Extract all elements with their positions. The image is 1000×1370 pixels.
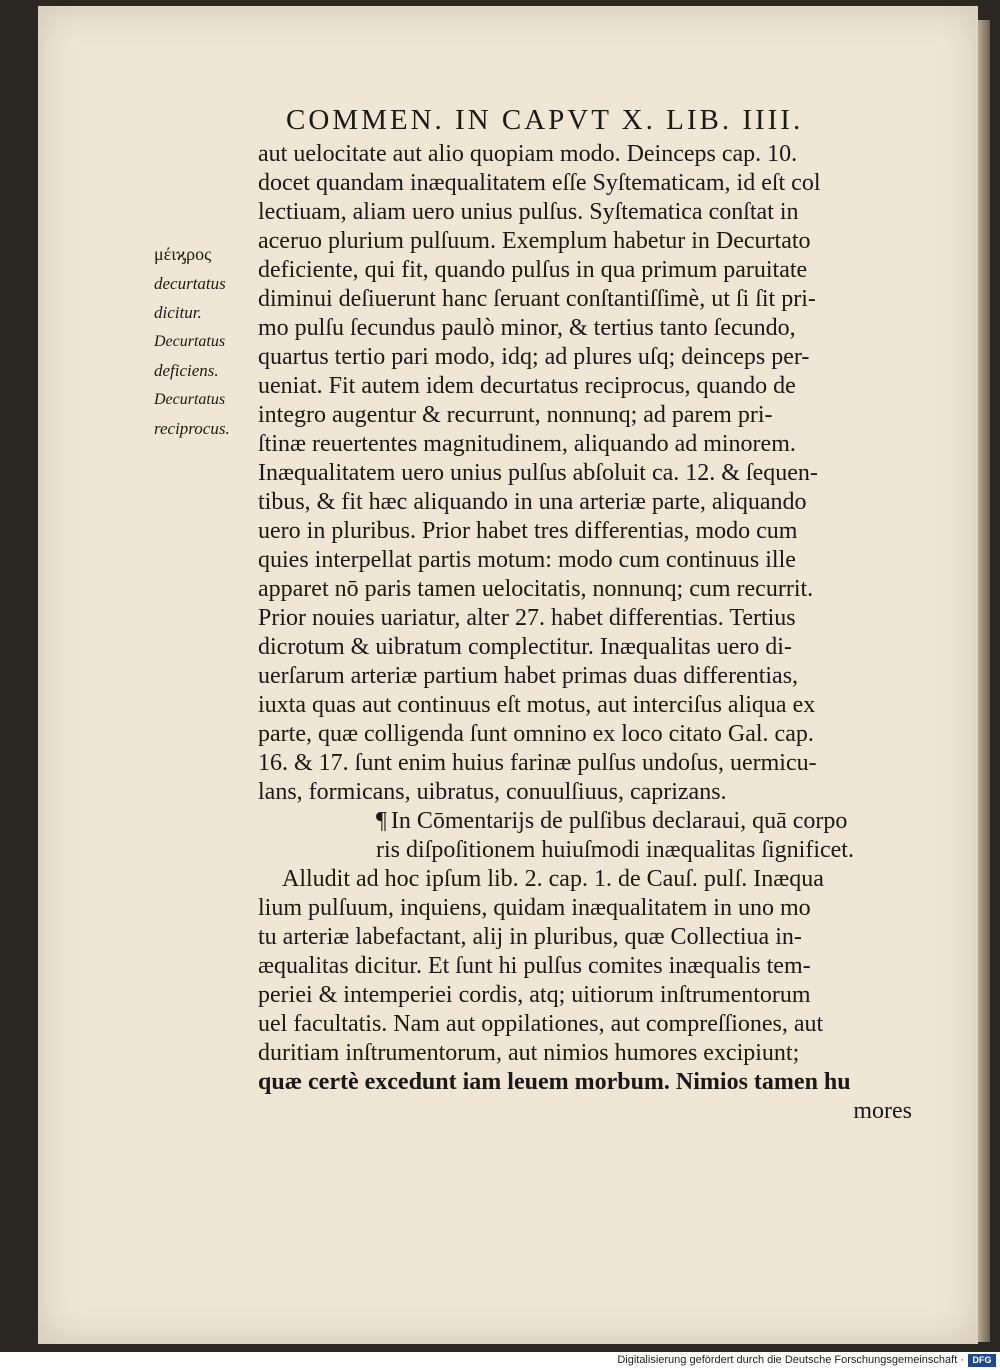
- footer-credit: Digitalisierung gefördert durch die Deutsche Forschungsgemeinschaft ·: [617, 1354, 964, 1366]
- margin-note: μέιϗρος: [154, 244, 212, 264]
- catchword: mores: [853, 1098, 912, 1124]
- margin-note: reciprocus.: [154, 419, 230, 438]
- text-line: mo pulſu ſecundus paulò minor, & tertius tanto ſecundo,: [258, 315, 796, 341]
- text-line: uerſarum arteriæ partium habet primas duas differentias,: [258, 663, 799, 689]
- margin-note: Decurtatus: [154, 391, 226, 408]
- text-line: parte, quæ colligenda ſunt omnino ex loco citato Gal. cap.: [258, 721, 814, 747]
- quote-text: In Cōmentarijs de pulſibus declaraui, quā corpo: [390, 808, 848, 834]
- text-line: quartus tertio pari modo, idq; ad plures uſq; deinceps per-: [258, 344, 810, 370]
- marginal-notes: [154, 240, 254, 443]
- text-line: aut uelocitate aut alio quopiam modo. Deinceps cap. 10.: [258, 141, 798, 167]
- text-line: iuxta quas aut continuus eſt motus, aut interciſus aliqua ex: [258, 692, 816, 718]
- text-line: diminui deſiuerunt hanc ſeruant conſtantiſſimè, ut ſi ſit pri-: [258, 286, 816, 312]
- text-line: Inæqualitatem uero unius pulſus abſoluit ca. 12. & ſequen-: [258, 460, 818, 486]
- text-line: lium pulſuum, inquiens, quidam inæqualitatem in uno mo: [258, 895, 811, 921]
- text-line: ueniat. Fit autem idem decurtatus reciprocus, quando de: [258, 373, 796, 399]
- text-line: quies interpellat partis motum: modo cum continuus ille: [258, 547, 796, 573]
- paragraph-mark-icon: ¶: [376, 808, 387, 834]
- margin-note: dicitur.: [154, 303, 202, 322]
- margin-note: deficiens.: [154, 361, 219, 380]
- text-line: Alludit ad hoc ipſum lib. 2. cap. 1. de Cauſ. pulſ. Inæqua: [282, 866, 824, 892]
- text-line: deficiente, qui fit, quando pulſus in qua primum paruitate: [258, 257, 808, 283]
- text-line: duritiam inſtrumentorum, aut nimios humores excipiunt;: [258, 1040, 800, 1066]
- text-line: lectiuam, aliam uero unius pulſus. Syſtematica conſtat in: [258, 199, 799, 225]
- text-line: periei & intemperiei cordis, atq; uitiorum inſtrumentorum: [258, 982, 811, 1008]
- text-line: apparet nō paris tamen uelocitatis, nonnunq; cum recurrit.: [258, 576, 814, 602]
- quote-line: ris diſpoſitionem huiuſmodi inæqualitas ſignificet.: [376, 837, 854, 863]
- text-line: tu arteriæ labefactant, alij in pluribus, quæ Collectiua in-: [258, 924, 802, 950]
- running-head: COMMEN. IN CAPVT X. LIB. IIII.: [286, 104, 804, 136]
- margin-note: Decurtatus: [154, 333, 226, 350]
- text-line: docet quandam inæqualitatem eſſe Syſtematicam, id eſt col: [258, 170, 821, 196]
- main-text: [258, 140, 918, 1126]
- text-line: integro augentur & recurrunt, nonnunq; ad parem pri-: [258, 402, 773, 428]
- footer-bar: [0, 1352, 1000, 1370]
- margin-note: decurtatus: [154, 274, 226, 293]
- text-line: Prior nouies uariatur, alter 27. habet differentias. Tertius: [258, 605, 796, 631]
- text-line: uel facultatis. Nam aut oppilationes, aut compreſſiones, aut: [258, 1011, 824, 1037]
- text-line: quæ certè excedunt iam leuem morbum. Nimios tamen hu: [258, 1069, 851, 1095]
- text-line: 16. & 17. ſunt enim huius farinæ pulſus undoſus, uermicu-: [258, 750, 817, 776]
- text-line: lans, formicans, uibratus, conuulſiuus, caprizans.: [258, 779, 727, 805]
- text-line: dicrotum & uibratum complectitur. Inæqualitas uero di-: [258, 634, 792, 660]
- text-line: ſtinæ reuertentes magnitudinem, aliquando ad minorem.: [258, 431, 796, 457]
- text-line: aceruo plurium pulſuum. Exemplum habetur in Decurtato: [258, 228, 811, 254]
- page-edge: [978, 20, 990, 1342]
- text-line: æqualitas dicitur. Et ſunt hi pulſus comites inæqualis tem-: [258, 953, 811, 979]
- quote-line: [258, 807, 918, 836]
- text-line: uero in pluribus. Prior habet tres differentias, modo cum: [258, 518, 798, 544]
- text-line: tibus, & fit hæc aliquando in una arteriæ parte, aliquando: [258, 489, 807, 515]
- dfg-logo: DFG: [968, 1354, 996, 1367]
